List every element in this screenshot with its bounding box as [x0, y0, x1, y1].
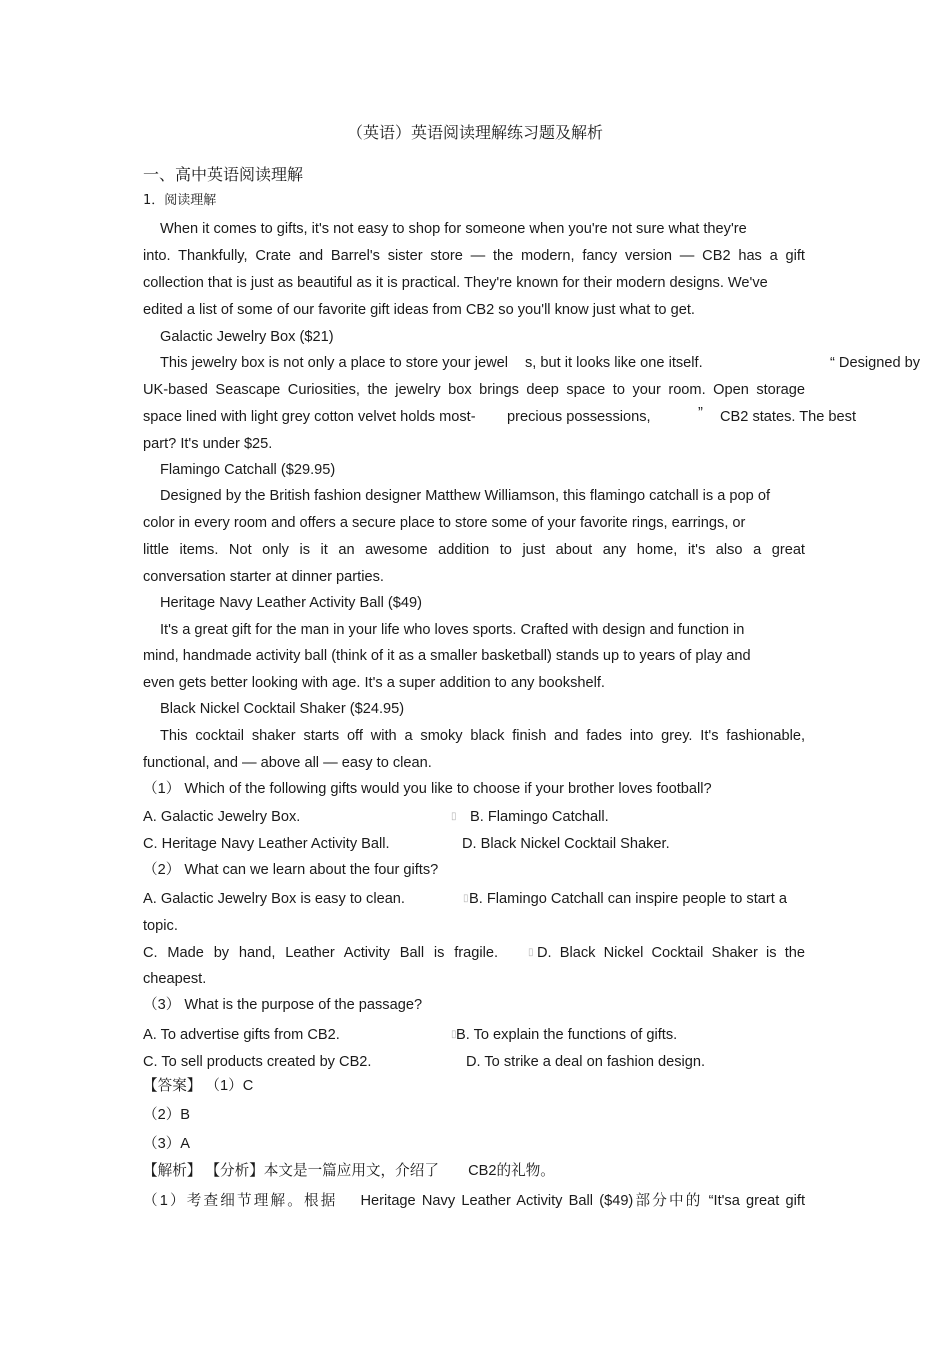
- passage-fragment: precious possessions,: [507, 409, 651, 425]
- passage-fragment: “ Designed by: [830, 355, 921, 371]
- passage-line: color in every room and offers a secure place to store some of your favorite rings, earrings, or: [143, 515, 746, 531]
- passage-line: mind, handmade activity ball (think of it as a smaller basketball) stands up to years of play and: [143, 648, 751, 664]
- gift-heading: Heritage Navy Leather Activity Ball ($49): [160, 595, 422, 611]
- passage-line: into. Thankfully, Crate and Barrel's sister store — the modern, fancy version — CB2 has a gift: [143, 248, 805, 264]
- passage-line: It's a great gift for the man in your life who loves sports. Crafted with design and function in: [160, 622, 745, 638]
- question-stem: （1） Which of the following gifts would you like to choose if your brother loves football?: [143, 781, 712, 797]
- section-heading: 一、高中英语阅读理解: [143, 165, 304, 184]
- answer-line: （3）A: [143, 1136, 191, 1152]
- passage-line: even gets better looking with age. It's a super addition to any bookshelf.: [143, 675, 605, 691]
- option-d: D. To strike a deal on fashion design.: [466, 1054, 706, 1070]
- passage-line: part? It's under $25.: [143, 436, 273, 452]
- passage-fragment: s, but it looks like one itself.: [525, 355, 703, 371]
- passage-line: Designed by the British fashion designer Matthew Williamson, this flamingo catchall is a pop of: [160, 488, 770, 504]
- gift-heading: Galactic Jewelry Box ($21): [160, 329, 334, 345]
- gift-heading: Black Nickel Cocktail Shaker ($24.95): [160, 701, 405, 717]
- answer-line: （2）B: [143, 1107, 191, 1123]
- passage-line: When it comes to gifts, it's not easy to shop for someone when you're not sure what they're: [160, 221, 747, 237]
- option-c: C. Made by hand, Leather Activity Ball is fragile.: [143, 945, 498, 961]
- passage-line: conversation starter at dinner parties.: [143, 569, 384, 585]
- option-c: C. Heritage Navy Leather Activity Ball.: [143, 836, 390, 852]
- analysis-line: 【解析】 【分析】本文是一篇应用文，介绍了 CB2的礼物。: [143, 1163, 555, 1179]
- option-c: C. To sell products created by CB2.: [143, 1054, 372, 1070]
- passage-line: edited a list of some of our favorite gift ideas from CB2 so you'll know just what to get.: [143, 302, 695, 318]
- option-d: D. Black Nickel Cocktail Shaker.: [462, 836, 670, 852]
- analysis-line: （1）考查细节理解。根据 Heritage Navy Leather Activity Ball ($49)部分中的 “It'sa great gift: [143, 1193, 805, 1209]
- option-d: D. Black Nickel Cocktail Shaker is the: [537, 945, 805, 961]
- passage-line: space lined with light grey cotton velvet holds most-: [143, 409, 476, 425]
- gift-heading: Flamingo Catchall ($29.95): [160, 462, 336, 478]
- passage-line: UK-based Seascape Curiosities, the jewelry box brings deep space to your room. Open storage: [143, 382, 805, 398]
- option-a: A. Galactic Jewelry Box is easy to clean.: [143, 891, 405, 907]
- passage-line: little items. Not only is it an awesome addition to just about any home, it's also a great: [143, 542, 805, 558]
- question-stem: （3） What is the purpose of the passage?: [143, 997, 423, 1013]
- passage-fragment: CB2 states. The best: [720, 409, 857, 425]
- option-b-continued: topic.: [143, 918, 178, 934]
- passage-line: This cocktail shaker starts off with a smoky black finish and fades into grey. It's fashionable,: [160, 728, 805, 744]
- passage-line: This jewelry box is not only a place to store your jewel: [160, 355, 508, 371]
- option-a: A. Galactic Jewelry Box.: [143, 809, 301, 825]
- page-title: （英语）英语阅读理解练习题及解析: [346, 123, 603, 142]
- question-label: 1．阅读理解: [143, 193, 217, 208]
- passage-fragment: ”: [698, 405, 703, 421]
- option-b: B. Flamingo Catchall.: [470, 809, 609, 825]
- option-b: B. Flamingo Catchall can inspire people to start a: [469, 891, 787, 907]
- answer-line: 【答案】 （1）C: [143, 1078, 254, 1094]
- option-a: A. To advertise gifts from CB2.: [143, 1027, 340, 1043]
- option-d-continued: cheapest.: [143, 971, 207, 987]
- passage-line: collection that is just as beautiful as it is practical. They're known for their modern designs. We've: [143, 275, 768, 291]
- passage-line: functional, and — above all — easy to clean.: [143, 755, 432, 771]
- option-b: B. To explain the functions of gifts.: [456, 1027, 678, 1043]
- question-stem: （2） What can we learn about the four gifts?: [143, 862, 439, 878]
